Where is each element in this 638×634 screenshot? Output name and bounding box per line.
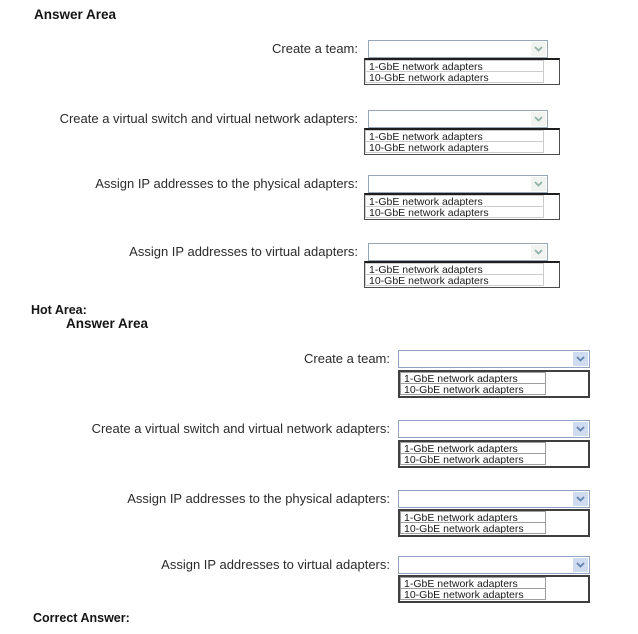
- dropdown-open-list: [364, 193, 560, 220]
- chevron-down-icon: [573, 492, 588, 506]
- dropdown-assign-ip-physical-hot[interactable]: [398, 490, 590, 508]
- dropdown-option-10gbe[interactable]: 10-GbE network adapters: [400, 522, 546, 534]
- chevron-down-icon: [573, 558, 588, 572]
- dropdown-option-1gbe[interactable]: 1-GbE network adapters: [400, 372, 546, 384]
- chevron-down-icon: [573, 352, 588, 366]
- dropdown-create-team-hot[interactable]: [398, 350, 590, 368]
- chevron-down-icon: [531, 177, 546, 191]
- dropdown-option-1gbe[interactable]: 1-GbE network adapters: [365, 60, 544, 72]
- field-label-assign-ip-virtual: Assign IP addresses to virtual adapters:: [129, 244, 358, 259]
- dropdown-assign-ip-physical[interactable]: [368, 175, 548, 193]
- hot-area-label: Hot Area:: [31, 303, 87, 317]
- dropdown-option-10gbe[interactable]: 10-GbE network adapters: [400, 588, 546, 600]
- dropdown-create-team[interactable]: [368, 40, 548, 58]
- chevron-down-icon: [531, 42, 546, 56]
- field-label-assign-ip-virtual: Assign IP addresses to virtual adapters:: [161, 557, 390, 572]
- dropdown-option-1gbe[interactable]: 1-GbE network adapters: [400, 577, 546, 589]
- dropdown-open-list: [364, 261, 560, 288]
- field-label-create-team: Create a team:: [272, 41, 358, 56]
- chevron-down-icon: [531, 112, 546, 126]
- dropdown-assign-ip-virtual-hot[interactable]: [398, 556, 590, 574]
- field-label-create-virtual-switch: Create a virtual switch and virtual network adapters:: [59, 111, 358, 126]
- dropdown-open-list: [364, 58, 560, 85]
- dropdown-assign-ip-virtual[interactable]: [368, 243, 548, 261]
- field-label-assign-ip-physical: Assign IP addresses to the physical adapters:: [127, 491, 390, 506]
- dropdown-option-1gbe[interactable]: 1-GbE network adapters: [365, 263, 544, 275]
- dropdown-option-1gbe[interactable]: 1-GbE network adapters: [400, 442, 546, 454]
- field-label-create-team: Create a team:: [304, 351, 390, 366]
- dropdown-option-10gbe[interactable]: 10-GbE network adapters: [365, 206, 544, 218]
- dropdown-open-list: [398, 370, 590, 398]
- dropdown-open-list: [364, 128, 560, 155]
- chevron-down-icon: [531, 245, 546, 259]
- field-label-create-virtual-switch: Create a virtual switch and virtual network adapters:: [91, 421, 390, 436]
- field-label-assign-ip-physical: Assign IP addresses to the physical adapters:: [95, 176, 358, 191]
- dropdown-option-10gbe[interactable]: 10-GbE network adapters: [400, 383, 546, 395]
- dropdown-open-list: [398, 509, 590, 537]
- dropdown-create-virtual-switch[interactable]: [368, 110, 548, 128]
- dropdown-create-virtual-switch-hot[interactable]: [398, 420, 590, 438]
- dropdown-option-1gbe[interactable]: 1-GbE network adapters: [365, 130, 544, 142]
- dropdown-option-10gbe[interactable]: 10-GbE network adapters: [365, 274, 544, 286]
- chevron-down-icon: [573, 422, 588, 436]
- dropdown-option-10gbe[interactable]: 10-GbE network adapters: [365, 141, 544, 153]
- answer-area-title: Answer Area: [34, 7, 117, 22]
- dropdown-option-10gbe[interactable]: 10-GbE network adapters: [400, 453, 546, 465]
- answer-area-title-hot: Answer Area: [66, 316, 149, 331]
- dropdown-option-1gbe[interactable]: 1-GbE network adapters: [365, 195, 544, 207]
- correct-answer-label: Correct Answer:: [33, 611, 130, 625]
- dropdown-option-10gbe[interactable]: 10-GbE network adapters: [365, 71, 544, 83]
- dropdown-open-list: [398, 440, 590, 468]
- dropdown-open-list: [398, 575, 590, 603]
- dropdown-option-1gbe[interactable]: 1-GbE network adapters: [400, 511, 546, 523]
